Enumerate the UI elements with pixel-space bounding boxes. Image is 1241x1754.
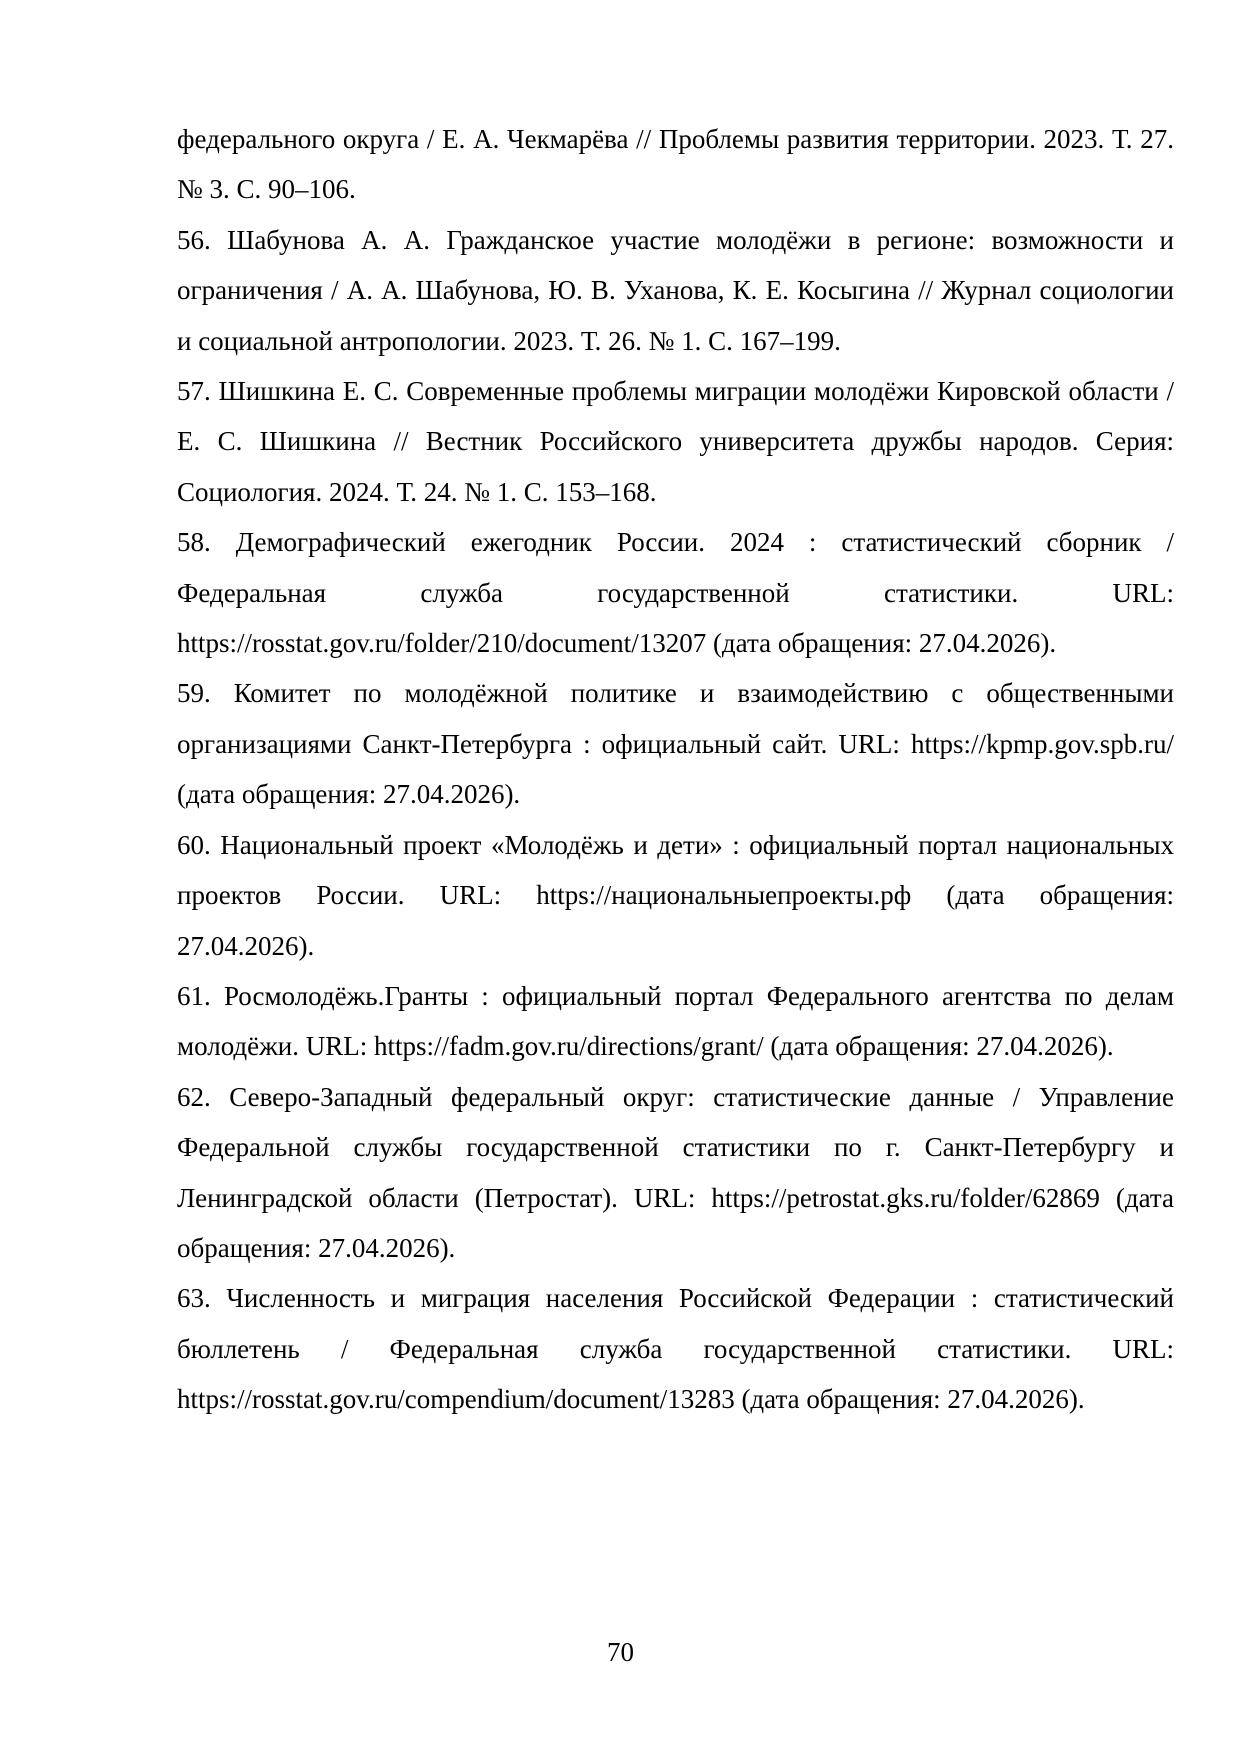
page-number: 70 xyxy=(607,1637,634,1667)
bibliography-entry-55-continuation: федерального округа / Е. А. Чекмарёва // Проблемы развития территории. 2023. Т. 27. № 3. С. 90–106. xyxy=(177,124,1174,205)
bibliography-entry-56: 56. Шабунова А. А. Гражданское участие молодёжи в регионе: возможности и ограничения / А. А. Шабунова, Ю. В. Уханова, К. Е. Косыгина // Журнал социологии и социальной антропологии. 2023. Т. 26. № 1. С. 167–199. xyxy=(177,224,1174,356)
bibliography-entry-61: 61. Росмолодёжь.Гранты : официальный портал Федерального агентства по делам молодёжи. URL: https://fadm.gov.ru/directions/grant/ (дата обращения: 27.04.2026). xyxy=(177,980,1174,1062)
bibliography-list xyxy=(177,114,1174,1425)
bibliography-entry-62: 62. Северо-Западный федеральный округ: статистические данные / Управление Федеральной службы государственной статистики по г. Санкт-Петербургу и Ленинградской области (Петростат). URL: https://petrostat.gks.ru/folder/62869 (дата обращения: 27.04.2026). xyxy=(177,1081,1174,1263)
bibliography-entry-57: 57. Шишкина Е. С. Современные проблемы миграции молодёжи Кировской области / Е. С. Шишкина // Вестник Российского университета дружбы народов. Серия: Социология. 2024. Т. 24. № 1. С. 153–168. xyxy=(177,376,1174,507)
bibliography-entry-60: 60. Национальный проект «Молодёжь и дети» : официальный портал национальных проектов России. URL: https://национальныепроекты.рф (дата обращения: 27.04.2026). xyxy=(177,829,1174,961)
bibliography-entry-59: 59. Комитет по молодёжной политике и взаимодействию с общественными организациями Санкт-Петербурга : официальный сайт. URL: https://kpmp.gov.spb.ru/ (дата обращения: 27.04.2026). xyxy=(177,678,1174,810)
bibliography-entry-63: 63. Численность и миграция населения Российской Федерации : статистический бюллетень / Федеральная служба государственной статистики. URL: https://rosstat.gov.ru/compendium/document/13283 (дата обращения: 27.04.2026). xyxy=(177,1283,1174,1415)
bibliography-entry-58: 58. Демографический ежегодник России. 2024 : статистический сборник / Федеральная служба государственной статистики. URL: https://rosstat.gov.ru/folder/210/document/13207 (дата обращения: 27.04.2026). xyxy=(177,527,1174,659)
